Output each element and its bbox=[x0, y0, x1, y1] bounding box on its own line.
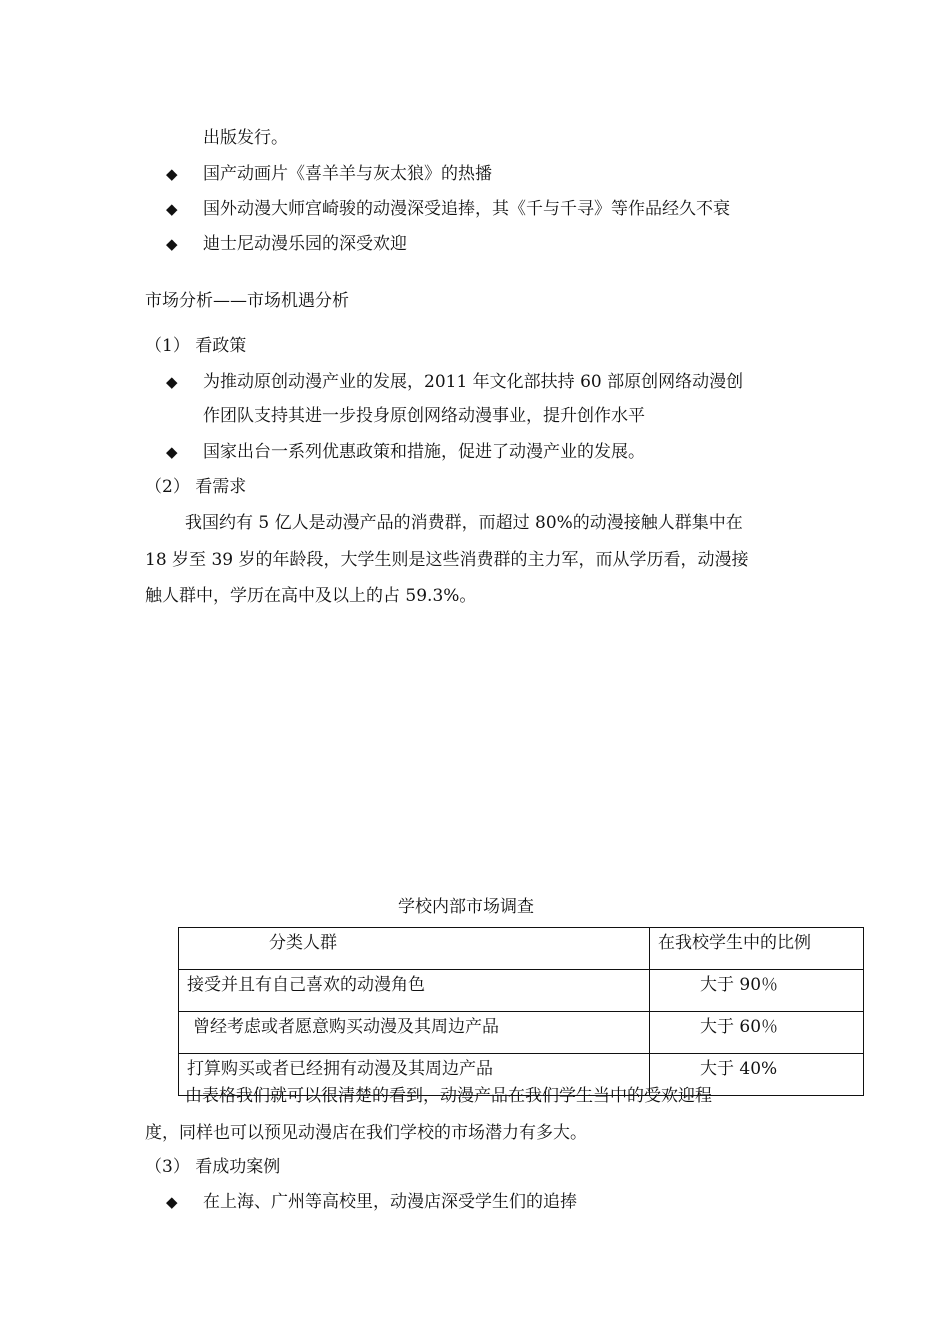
diamond-bullet-icon: ◆ bbox=[166, 200, 178, 218]
table-cell: 打算购买或者已经拥有动漫及其周边产品 bbox=[179, 1054, 650, 1096]
policy-bullet-line: 作团队支持其进一步投身原创网络动漫事业，提升创作水平 bbox=[203, 406, 645, 426]
continuation-text: 出版发行。 bbox=[203, 128, 288, 148]
table-row bbox=[179, 1012, 864, 1054]
policy-bullet-line: 为推动原创动漫产业的发展，2011 年文化部扶持 60 部原创网络动漫创 bbox=[203, 372, 744, 392]
diamond-bullet-icon: ◆ bbox=[166, 443, 178, 461]
section-title: 市场分析——市场机遇分析 bbox=[145, 291, 349, 311]
table-cell: 大于 90％ bbox=[650, 970, 864, 1012]
table-cell: 大于 60％ bbox=[650, 1012, 864, 1054]
policy-bullet-line: 国家出台一系列优惠政策和措施，促进了动漫产业的发展。 bbox=[203, 442, 645, 462]
diamond-bullet-icon: ◆ bbox=[166, 373, 178, 391]
diamond-bullet-icon: ◆ bbox=[166, 165, 178, 183]
conclusion-line: 度，同样也可以预见动漫店在我们学校的市场潜力有多大。 bbox=[145, 1123, 587, 1143]
table-header-cell: 在我校学生中的比例 bbox=[650, 928, 864, 970]
survey-table bbox=[178, 927, 864, 1096]
demand-paragraph-line: 触人群中，学历在高中及以上的占 59.3%。 bbox=[145, 586, 477, 606]
demand-paragraph-line: 18 岁至 39 岁的年龄段，大学生则是这些消费群的主力军，而从学历看，动漫接 bbox=[145, 550, 749, 570]
cases-heading: （3） 看成功案例 bbox=[145, 1157, 281, 1177]
table-header-cell: 分类人群 bbox=[179, 928, 650, 970]
table-header-row bbox=[179, 928, 864, 970]
demand-heading: （2） 看需求 bbox=[145, 477, 247, 497]
policy-heading: （1） 看政策 bbox=[145, 336, 247, 356]
table-row bbox=[179, 970, 864, 1012]
diamond-bullet-icon: ◆ bbox=[166, 235, 178, 253]
bullet-item: 国外动漫大师宫崎骏的动漫深受追捧，其《千与千寻》等作品经久不衰 bbox=[203, 199, 730, 219]
table-cell: 大于 40% bbox=[650, 1054, 864, 1096]
table-cell: 接受并且有自己喜欢的动漫角色 bbox=[179, 970, 650, 1012]
table-cell: 曾经考虑或者愿意购买动漫及其周边产品 bbox=[179, 1012, 650, 1054]
bullet-item: 国产动画片《喜羊羊与灰太狼》的热播 bbox=[203, 164, 492, 184]
demand-paragraph-line: 我国约有 5 亿人是动漫产品的消费群，而超过 80%的动漫接触人群集中在 bbox=[185, 513, 743, 533]
bullet-item: 迪士尼动漫乐园的深受欢迎 bbox=[203, 234, 407, 254]
table-title: 学校内部市场调查 bbox=[398, 897, 534, 917]
diamond-bullet-icon: ◆ bbox=[166, 1193, 178, 1211]
conclusion-line: 由表格我们就可以很清楚的看到，动漫产品在我们学生当中的受欢迎程 bbox=[185, 1086, 712, 1106]
cases-bullet: 在上海、广州等高校里，动漫店深受学生们的追捧 bbox=[203, 1192, 577, 1212]
